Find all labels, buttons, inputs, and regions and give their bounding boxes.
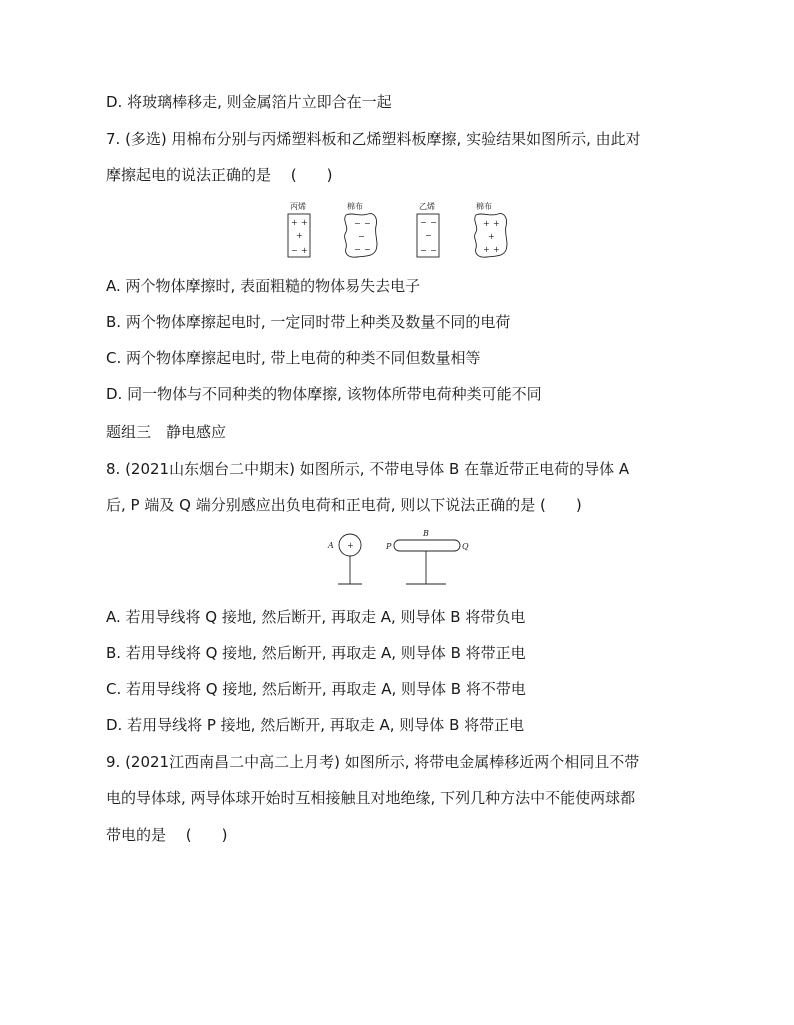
q7-label-ethylene: 乙烯 (419, 202, 435, 211)
q7-label-cotton-1: 棉布 (347, 202, 363, 211)
minus-sign: − (420, 246, 427, 255)
q7-option-b: B. 两个物体摩擦起电时, 一定同时带上种类及数量不同的电荷 (106, 313, 511, 331)
q7-option-d: D. 同一物体与不同种类的物体摩擦, 该物体所带电荷种类可能不同 (106, 385, 542, 403)
minus-sign: − (430, 218, 437, 227)
plus-sign: + (301, 218, 308, 227)
q8-label-q: Q (462, 542, 469, 551)
q7-figure (280, 198, 520, 262)
minus-sign: − (354, 245, 361, 254)
plus-sign: + (483, 245, 490, 254)
q7-label-propylene: 丙烯 (290, 202, 306, 211)
q8-label-b: B (423, 529, 429, 538)
plus-sign: + (493, 219, 500, 228)
q8-label-a: A (328, 541, 334, 550)
plus-sign: + (291, 218, 298, 227)
minus-sign: − (420, 218, 427, 227)
plus-sign: + (296, 231, 303, 240)
conductor-b (394, 540, 460, 551)
q8-option-a: A. 若用导线将 Q 接地, 然后断开, 再取走 A, 则导体 B 将带负电 (106, 608, 526, 626)
q8-stem-line1: 8. (2021山东烟台二中期末) 如图所示, 不带电导体 B 在靠近带正电荷的导体 A (106, 460, 630, 478)
minus-sign: − (364, 219, 371, 228)
q8-option-b: B. 若用导线将 Q 接地, 然后断开, 再取走 A, 则导体 B 将带正电 (106, 644, 526, 662)
q7-stem-line1: 7. (多选) 用棉布分别与丙烯塑料板和乙烯塑料板摩擦, 实验结果如图所示, 由此对 (106, 130, 641, 148)
q8-option-d: D. 若用导线将 P 接地, 然后断开, 再取走 A, 则导体 B 将带正电 (106, 716, 525, 734)
q7-option-c: C. 两个物体摩擦起电时, 带上电荷的种类不同但数量相等 (106, 349, 481, 367)
q7-stem-line2: 摩擦起电的说法正确的是 ( ) (106, 166, 333, 184)
q8-figure (320, 525, 480, 591)
q6-option-d: D. 将玻璃棒移走, 则金属箔片立即合在一起 (106, 93, 392, 111)
q8-label-p: P (386, 542, 392, 551)
q7-label-cotton-2: 棉布 (476, 202, 492, 211)
plus-sign: + (483, 219, 490, 228)
minus-sign: − (430, 246, 437, 255)
q9-stem-line3: 带电的是 ( ) (106, 826, 228, 844)
q9-stem-line2: 电的导体球, 两导体球开始时互相接触且对地绝缘, 下列几种方法中不能使两球都 (106, 789, 636, 807)
minus-sign: − (364, 245, 371, 254)
q8-option-c: C. 若用导线将 Q 接地, 然后断开, 再取走 A, 则导体 B 将不带电 (106, 680, 526, 698)
plus-sign: + (488, 232, 495, 241)
minus-sign: − (291, 246, 298, 255)
plus-sign: + (493, 245, 500, 254)
section-heading: 题组三 静电感应 (106, 423, 227, 441)
minus-sign: − (354, 219, 361, 228)
q7-option-a: A. 两个物体摩擦时, 表面粗糙的物体易失去电子 (106, 277, 421, 295)
q9-stem-line1: 9. (2021江西南昌二中高二上月考) 如图所示, 将带电金属棒移近两个相同且不带 (106, 753, 640, 771)
minus-sign: − (425, 231, 432, 240)
minus-sign: − (358, 232, 365, 241)
plus-sign: + (347, 541, 354, 550)
plus-sign: + (301, 246, 308, 255)
q8-stem-line2: 后, P 端及 Q 端分别感应出负电荷和正电荷, 则以下说法正确的是 ( ) (106, 496, 582, 514)
